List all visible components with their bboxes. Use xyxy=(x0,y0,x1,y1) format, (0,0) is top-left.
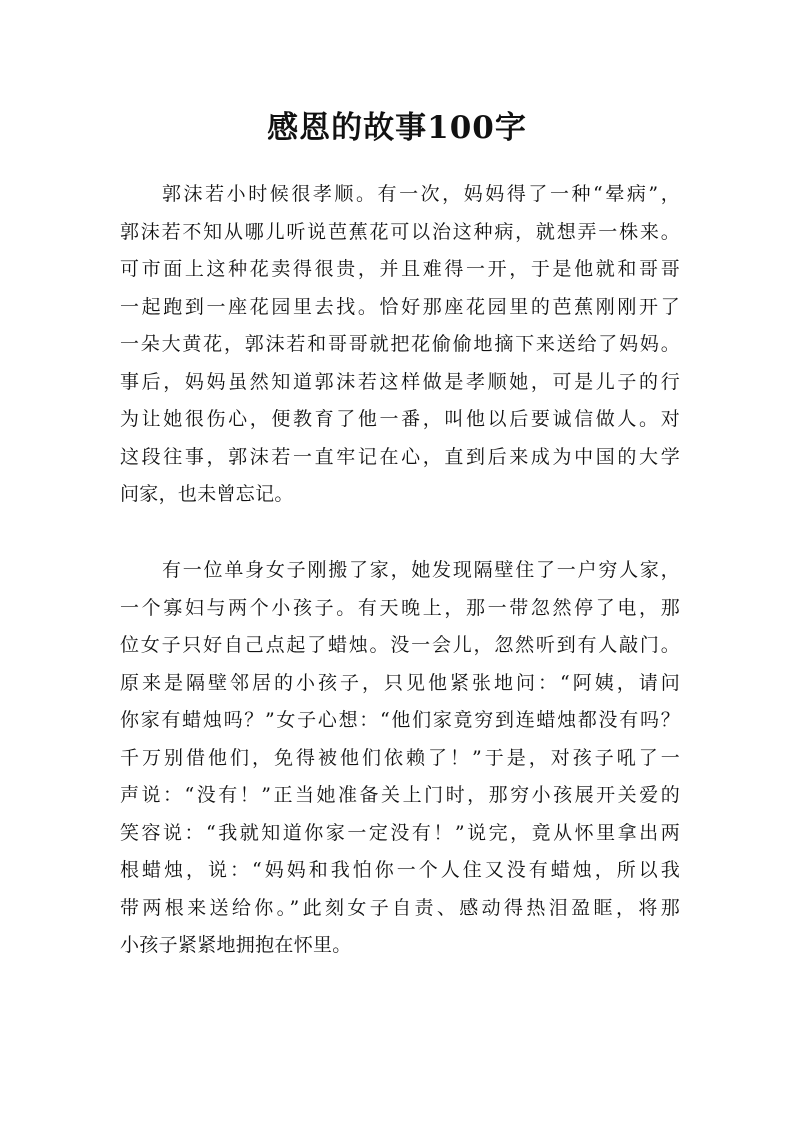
page-title: 感恩的故事100字 xyxy=(267,110,527,146)
paragraph-line: 郭沫若小时候很孝顺。有一次，妈妈得了一种“晕病”， xyxy=(162,183,680,205)
paragraph-line: 你家有蜡烛吗？”女子心想：“他们家竟穷到连蜡烛都没有吗？ xyxy=(120,709,680,731)
paragraph-line: 问家，也未曾忘记。 xyxy=(120,483,294,505)
paragraph-line: 这段往事，郭沫若一直牢记在心，直到后来成为中国的大学 xyxy=(120,445,680,468)
paragraph-line: 带两根来送给你。”此刻女子自责、感动得热泪盈眶，将那 xyxy=(120,896,680,919)
paragraph-line: 笑容说：“我就知道你家一定没有！”说完，竟从怀里拿出两 xyxy=(120,821,680,844)
paragraph-line: 小孩子紧紧地拥抱在怀里。 xyxy=(120,934,352,956)
paragraph-line: 有一位单身女子刚搬了家，她发现隔壁住了一户穷人家， xyxy=(162,559,680,581)
paragraph-line: 一个寡妇与两个小孩子。有天晚上，那一带忽然停了电，那 xyxy=(120,596,680,619)
paragraph-line: 为让她很伤心，便教育了他一番，叫他以后要诚信做人。对 xyxy=(120,408,680,430)
paragraph-candle-story xyxy=(120,552,680,965)
paragraph-line: 事后，妈妈虽然知道郭沫若这样做是孝顺她，可是儿子的行 xyxy=(120,370,680,393)
paragraph-line: 根蜡烛，说：“妈妈和我怕你一个人住又没有蜡烛，所以我 xyxy=(120,859,680,881)
paragraph-line: 千万别借他们，免得被他们依赖了！”于是，对孩子吼了一 xyxy=(120,746,680,769)
paragraph-guo-moruo-story xyxy=(120,176,680,514)
paragraph-line: 声说：“没有！”正当她准备关上门时，那穷小孩展开关爱的 xyxy=(120,784,680,806)
paragraph-line: 郭沫若不知从哪儿听说芭蕉花可以治这种病，就想弄一株来。 xyxy=(120,220,680,243)
paragraph-line: 一起跑到一座花园里去找。恰好那座花园里的芭蕉刚刚开了 xyxy=(120,295,680,318)
paragraph-line: 一朵大黄花，郭沫若和哥哥就把花偷偷地摘下来送给了妈妈。 xyxy=(120,333,680,355)
paragraph-line: 位女子只好自己点起了蜡烛。没一会儿，忽然听到有人敲门。 xyxy=(120,634,680,656)
paragraph-line: 原来是隔壁邻居的小孩子，只见他紧张地问：“阿姨，请问 xyxy=(120,671,680,694)
paragraph-line: 可市面上这种花卖得很贵，并且难得一开，于是他就和哥哥 xyxy=(120,258,680,280)
